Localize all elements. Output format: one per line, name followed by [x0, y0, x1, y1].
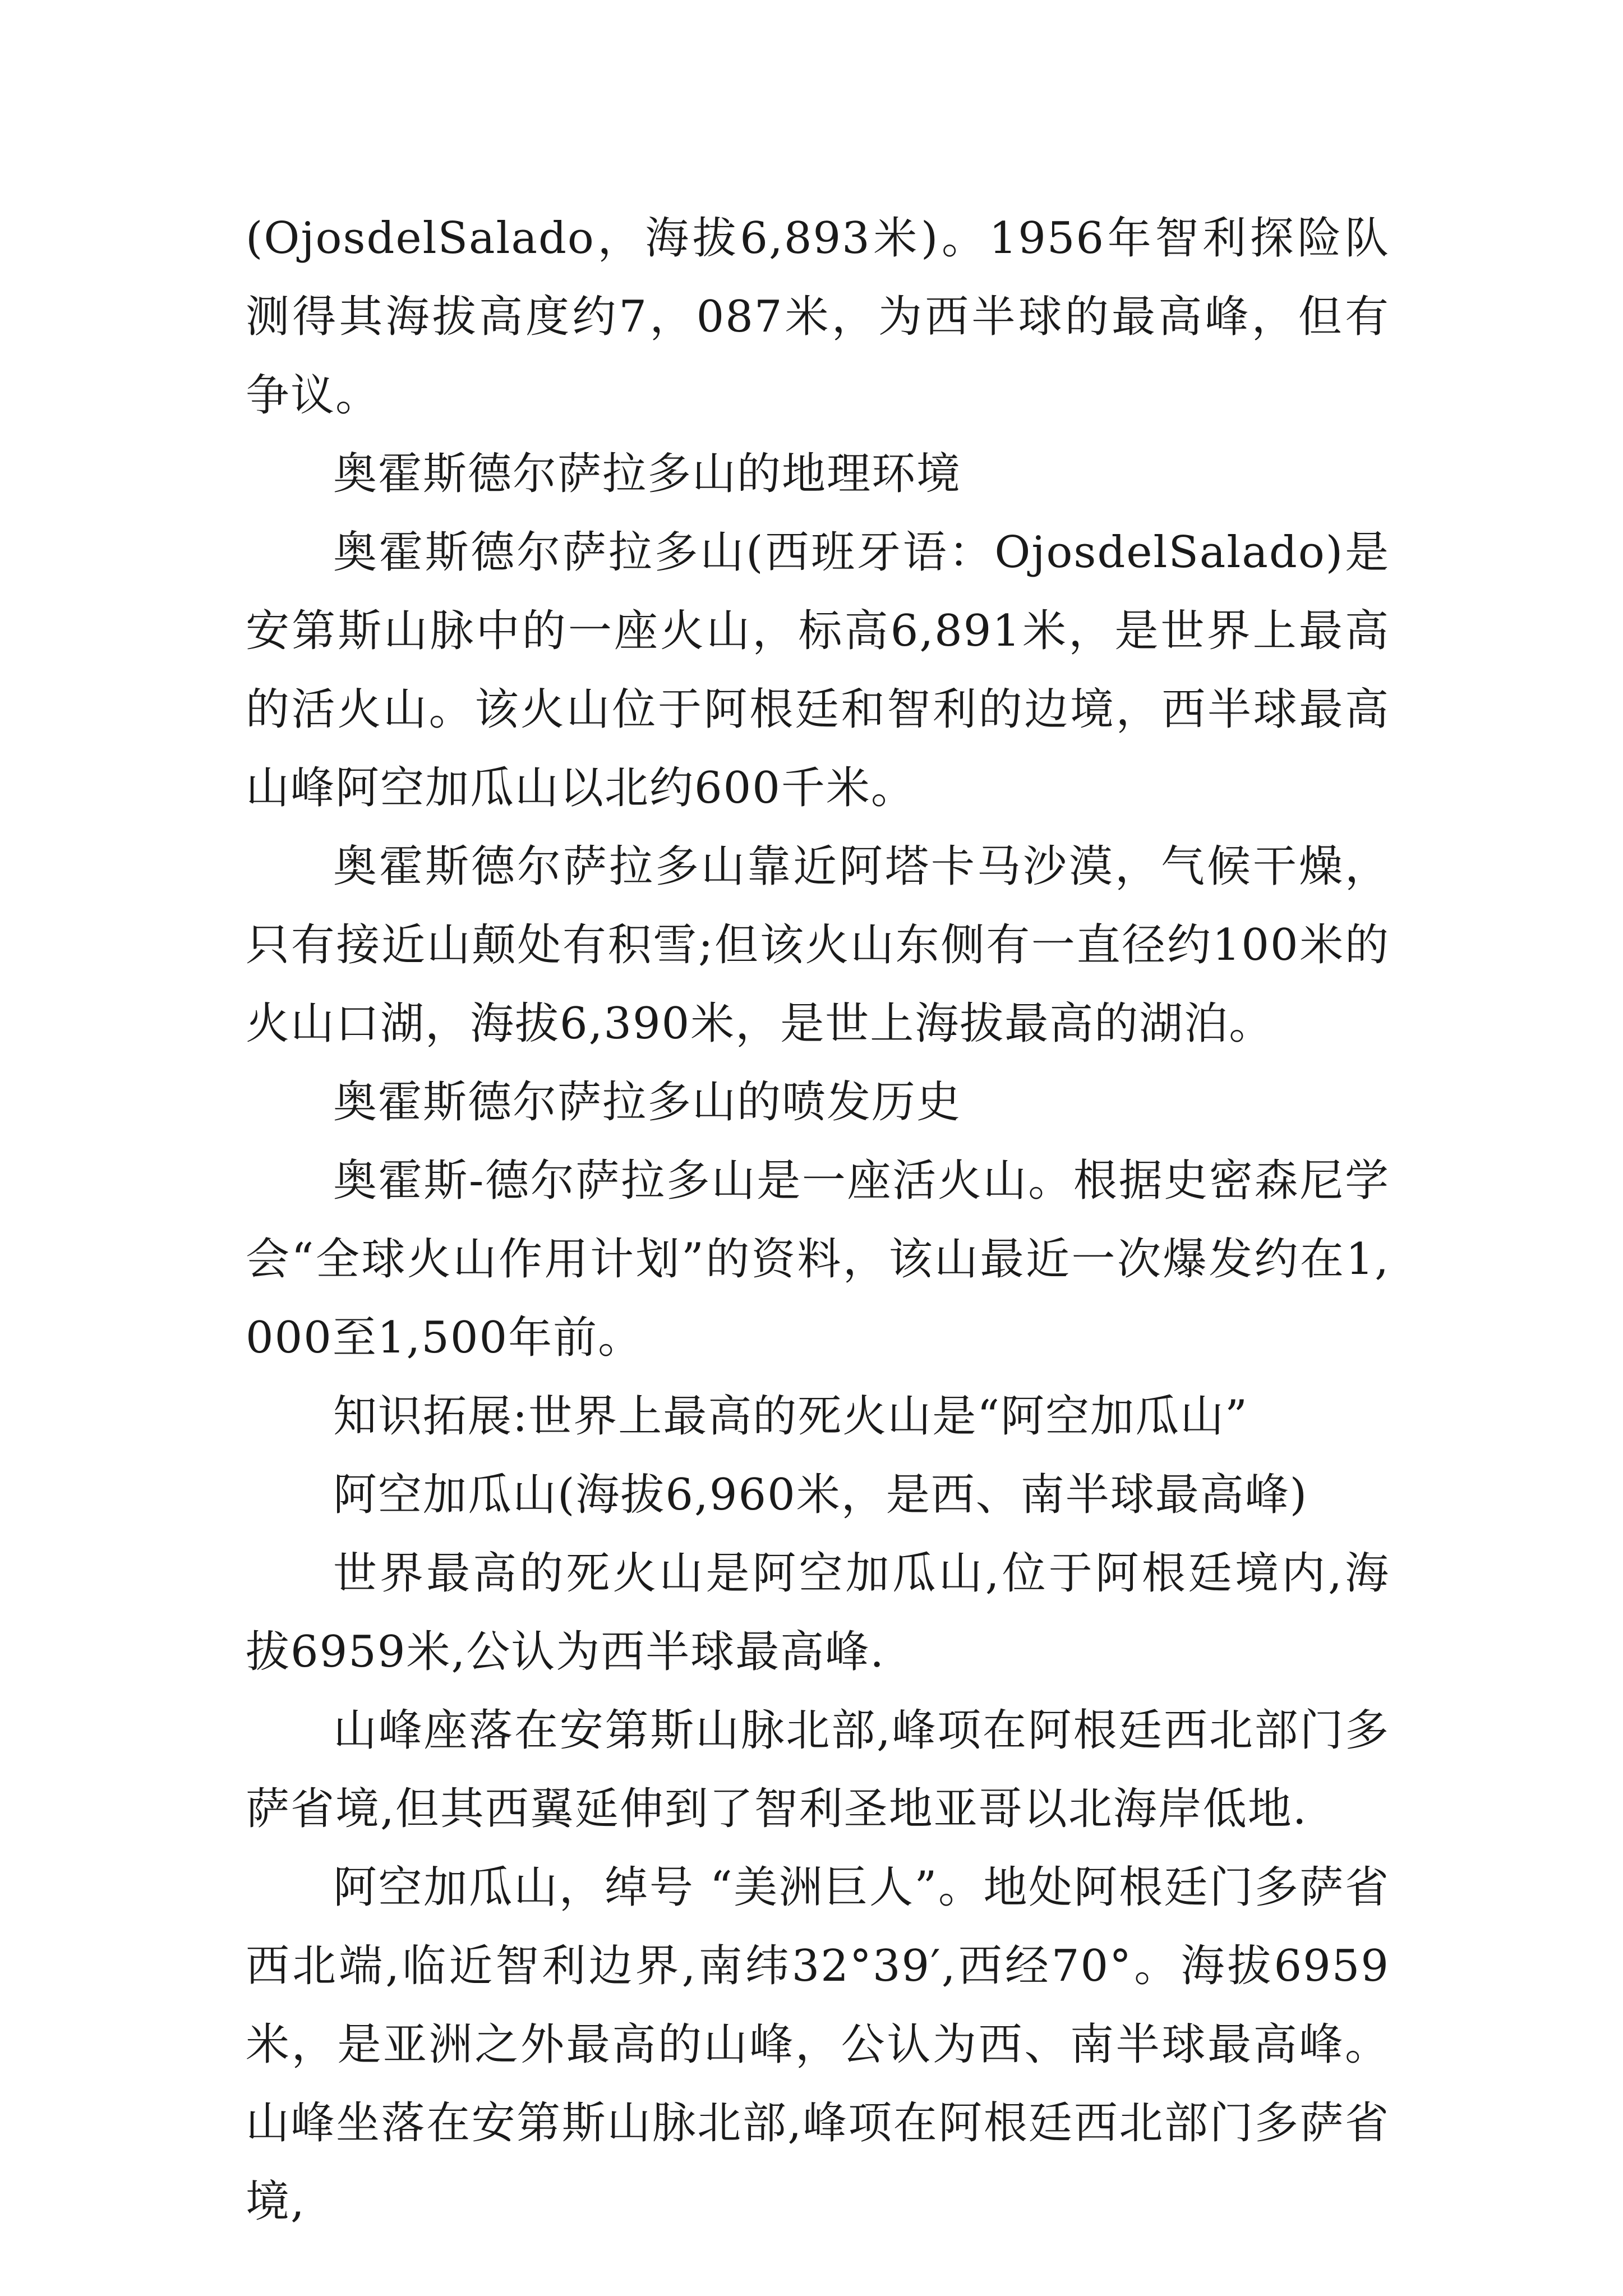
paragraph-10: 山峰座落在安第斯山脉北部,峰项在阿根廷西北部门多萨省境,但其西翼延伸到了智利圣地亚哥以北海岸低地. — [246, 1705, 1390, 1834]
paragraph-9: 世界最高的死火山是阿空加瓜山,位于阿根廷境内,海拔6959米,公认为西半球最高峰. — [246, 1548, 1390, 1677]
section-heading-geography: 奥霍斯德尔萨拉多山的地理环境 — [333, 449, 962, 499]
paragraph-3: 奥霍斯德尔萨拉多山(西班牙语：OjosdelSalado)是安第斯山脉中的一座火山，标高6,891米，是世界上最高的活火山。该火山位于阿根廷和智利的边境，西半球最高山峰阿空加瓜山以北约600千米。 — [246, 527, 1390, 813]
paragraph-11: 阿空加瓜山，绰号 “美洲巨人”。地处阿根廷门多萨省西北端,临近智利边界,南纬32°39′,西经70°。海拔6959米，是亚洲之外最高的山峰，公认为西、南半球最高峰。山峰坐落在安第斯山脉北部,峰项在阿根廷西北部门多萨省境, — [246, 1862, 1390, 2227]
section-heading-knowledge-extension: 知识拓展:世界上最高的死火山是“阿空加瓜山” — [333, 1391, 1249, 1442]
paragraph-4: 奥霍斯德尔萨拉多山靠近阿塔卡马沙漠，气候干燥，只有接近山颠处有积雪;但该火山东侧有一直径约100米的火山口湖，海拔6,390米，是世上海拔最高的湖泊。 — [246, 841, 1390, 1049]
paragraph-6: 奥霍斯-德尔萨拉多山是一座活火山。根据史密森尼学会“全球火山作用计划”的资料，该山最近一次爆发约在1,000至1,500年前。 — [246, 1156, 1390, 1363]
document-body — [246, 199, 1390, 2241]
section-heading-eruption-history: 奥霍斯德尔萨拉多山的喷发历史 — [333, 1077, 962, 1128]
paragraph-1: (OjosdelSalado，海拔6,893米)。1956年智利探险队测得其海拔高度约7，087米，为西半球的最高峰，但有争议。 — [246, 213, 1390, 421]
paragraph-8: 阿空加瓜山(海拔6,960米，是西、南半球最高峰) — [333, 1470, 1308, 1520]
